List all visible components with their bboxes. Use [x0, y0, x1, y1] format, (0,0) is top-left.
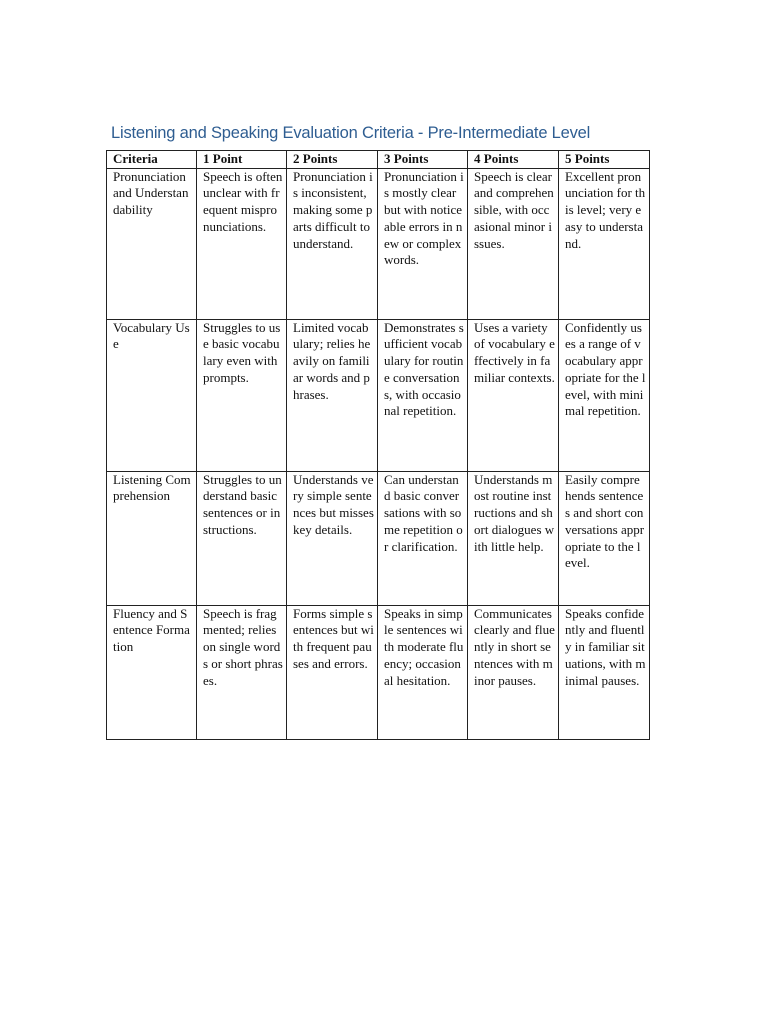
table-row-fluency — [107, 605, 650, 739]
score-5-cell: Confidently uses a range of vocabulary appropriate for the level, with minimal repetition. — [559, 319, 650, 471]
table-row-vocabulary — [107, 319, 650, 471]
score-1-cell: Speech is often unclear with frequent mispronunciations. — [197, 168, 287, 319]
score-4-cell: Understands most routine instructions and short dialogues with little help. — [468, 471, 559, 605]
score-3-cell: Pronunciation is mostly clear but with noticeable errors in new or complex words. — [378, 168, 468, 319]
score-2-cell: Forms simple sentences but with frequent pauses and errors. — [287, 605, 378, 739]
header-5-points: 5 Points — [559, 151, 650, 169]
score-1-cell: Struggles to use basic vocabulary even with prompts. — [197, 319, 287, 471]
score-3-cell: Demonstrates sufficient vocabulary for routine conversations, with occasional repetition. — [378, 319, 468, 471]
score-5-cell: Speaks confidently and fluently in familiar situations, with minimal pauses. — [559, 605, 650, 739]
rubric-table — [106, 150, 650, 740]
score-5-cell: Easily comprehends sentences and short conversations appropriate to the level. — [559, 471, 650, 605]
header-1-point: 1 Point — [197, 151, 287, 169]
header-3-points: 3 Points — [378, 151, 468, 169]
score-3-cell: Can understand basic conversations with some repetition or clarification. — [378, 471, 468, 605]
score-2-cell: Understands very simple sentences but misses key details. — [287, 471, 378, 605]
score-4-cell: Communicates clearly and fluently in short sentences with minor pauses. — [468, 605, 559, 739]
score-1-cell: Struggles to understand basic sentences or instructions. — [197, 471, 287, 605]
score-3-cell: Speaks in simple sentences with moderate fluency; occasional hesitation. — [378, 605, 468, 739]
table-row-pronunciation — [107, 168, 650, 319]
header-criteria: Criteria — [107, 151, 197, 169]
score-4-cell: Speech is clear and comprehensible, with occasional minor issues. — [468, 168, 559, 319]
table-header-row — [107, 151, 650, 169]
criteria-cell: Fluency and Sentence Formation — [107, 605, 197, 739]
header-4-points: 4 Points — [468, 151, 559, 169]
score-5-cell: Excellent pronunciation for this level; very easy to understand. — [559, 168, 650, 319]
criteria-cell: Pronunciation and Understandability — [107, 168, 197, 319]
score-2-cell: Pronunciation is inconsistent, making some parts difficult to understand. — [287, 168, 378, 319]
criteria-cell: Vocabulary Use — [107, 319, 197, 471]
table-row-listening — [107, 471, 650, 605]
score-1-cell: Speech is fragmented; relies on single words or short phrases. — [197, 605, 287, 739]
document-title: Listening and Speaking Evaluation Criteria - Pre-Intermediate Level — [111, 124, 591, 142]
score-4-cell: Uses a variety of vocabulary effectively in familiar contexts. — [468, 319, 559, 471]
header-2-points: 2 Points — [287, 151, 378, 169]
score-2-cell: Limited vocabulary; relies heavily on familiar words and phrases. — [287, 319, 378, 471]
criteria-cell: Listening Comprehension — [107, 471, 197, 605]
